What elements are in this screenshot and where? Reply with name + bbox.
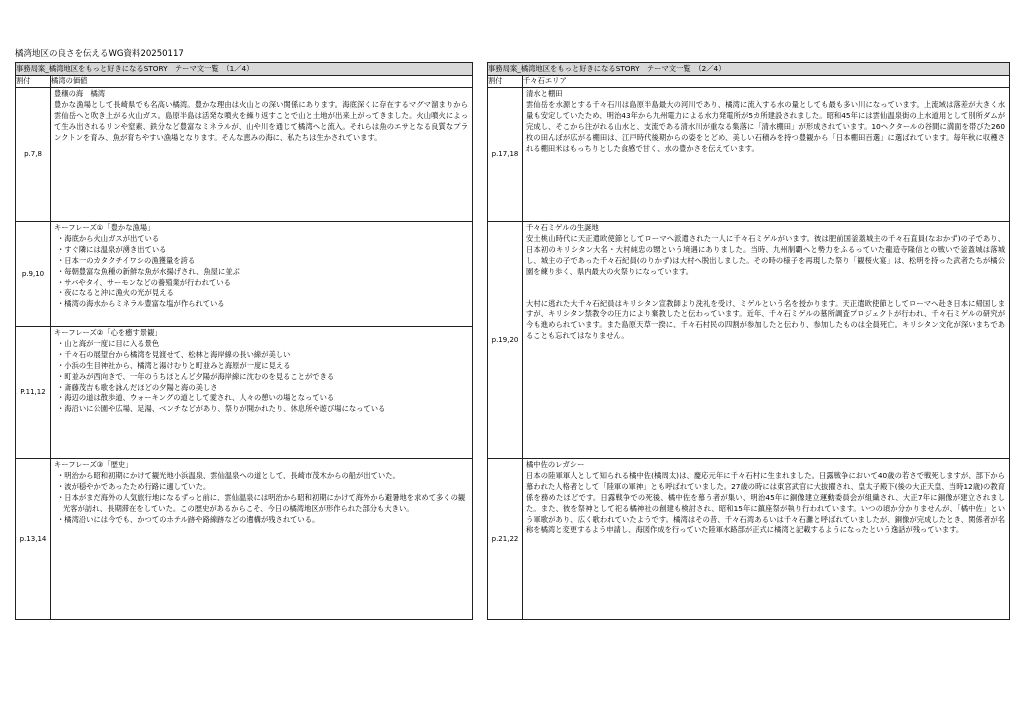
row-title: キーフレーズ①「豊かな漁場」 bbox=[54, 223, 155, 232]
list-item: ・サバやタイ、サーモンなどの養殖業が行われている bbox=[57, 277, 231, 287]
table-row bbox=[16, 88, 473, 222]
page-ref: p.17,18 bbox=[488, 88, 523, 222]
list-item: ・海沿いに公園や広場、足湯、ベンチなどがあり、祭りが開かれたり、休息所や遊び場になっている bbox=[57, 404, 386, 414]
row-paragraph: 安土桃山時代に天正遣欧使節としてローマへ派遣された一人に千々石ミゲルがいます。彼は肥前国釜蓋城主の千々石直員(なおかず)の子であり、日本初のキリシタン大名・大村純忠の甥という境遇にありました。当時、九州制覇へと勢力をふるっていた龍造寺隆信との戦いで釜蓋城は落城し、城主の子であった千々石紀員(のりかず)は大村へ脱出しました。その時の様子を再現した祭り「観桜火宴」は、松明を持った武者たちが橘公園を練り歩く、県内最大の火祭りになっています。 bbox=[526, 233, 1005, 276]
page-column-header: 割付 bbox=[16, 76, 51, 88]
left-table bbox=[15, 62, 473, 620]
list-item: ・斎藤茂吉も歌を詠んだほどの夕陽と海の美しさ bbox=[57, 382, 218, 392]
right-table-title: 事務局案_橘湾地区をもっと好きになるSTORY テーマ文一覧 （2／4） bbox=[488, 63, 1010, 76]
page-ref: p.13,14 bbox=[16, 459, 51, 620]
row-paragraph: 雲仙岳を水源とする千々石川は島原半島最大の河川であり、橘湾に流入する水の量としても最も多い川になっています。上流域は落差が大きく水量も安定していたため、明治43年から九州電力による水力発電所が5カ所建設されました。昭和45年には雲仙温泉街の上水道用として別所ダムが完成し、そこから注がれる山水と、支流である清水川が重なる集落に「清水棚田」が形成されています。10ヘクタールの谷間に満面を帯びた260枚の田んぼが広がる棚田は、江戸時代後期からの姿をとどめ、美しい石積みを持つ豊観から「日本棚田百選」に選ばれています。毎年秋に収穫される棚田米はもっちりとした食感で甘く、水の豊かさを伝えています。 bbox=[526, 99, 1005, 153]
page-ref: P.11,12 bbox=[16, 327, 51, 459]
list-item: ・波が穏やかであったため行路に適していた。 bbox=[57, 481, 211, 491]
page-ref: p.9,10 bbox=[16, 222, 51, 327]
table-row bbox=[488, 88, 1010, 222]
list-item: ・橘湾沿いには今でも、かつてのホテル跡や路線跡などの遺構が残されている。 bbox=[57, 514, 320, 524]
list-item: ・海辺の道は散歩道、ウォーキングの道として愛され、人々の憩いの場となっている bbox=[57, 393, 335, 403]
list-item: ・町並みが西向きで、一年のうちほとんど夕陽が海岸線に沈むのを見ることができる bbox=[57, 371, 335, 381]
list-item: ・日本一のカタクチイワシの漁獲量を誇る bbox=[57, 255, 196, 265]
row-title: 橘中佐のレガシー bbox=[526, 460, 585, 469]
list-item: ・毎朝豊富な魚種の新鮮な魚が水揚げされ、魚屋に並ぶ bbox=[57, 266, 240, 276]
page-ref: p.19,20 bbox=[488, 222, 523, 459]
list-item: ・夜になると沖に漁火の光が見える bbox=[57, 288, 174, 298]
row-title: キーフレーズ②「心を癒す景観」 bbox=[54, 328, 162, 337]
area-column-header: 千々石エリア bbox=[523, 76, 1010, 88]
page-ref: p.7,8 bbox=[16, 88, 51, 222]
row-paragraph-2: 大村に逃れた大千々石紀員はキリシタン宣教師より洗礼を受け、ミゲルという名を授かります。天正遣欧使節としてローマへ赴き日本に帰国しますが、キリシタン禁教令の圧力により棄教したと伝わっています。近年、千々石ミゲルの墓所調査プロジェクトが行われ、千々石ミゲルの研究が今も進められています。また島原天草一揆に、千々石村民の四割が参加したと伝わり、参加したものは全員死亡。キリシタン文化が深いまちであることも忘れてはなりません。 bbox=[526, 298, 1005, 341]
list-item: ・橘湾の海水からミネラル豊富な塩が作られている bbox=[57, 299, 225, 309]
list-item: ・すぐ隣には温泉が湧き出ている bbox=[57, 244, 167, 254]
list-item: ・千々石の展望台から橘湾を見渡せて、松林と海岸線の長い線が美しい bbox=[57, 349, 291, 359]
table-row bbox=[16, 459, 473, 620]
row-title: キーフレーズ③「歴史」 bbox=[54, 460, 133, 469]
table-row bbox=[488, 459, 1010, 620]
left-table-title: 事務局案_橘湾地区をもっと好きになるSTORY テーマ文一覧 （1／4） bbox=[16, 63, 473, 76]
value-column-header: 橘湾の価値 bbox=[51, 76, 473, 88]
list-item: ・山と海が一度に目に入る景色 bbox=[57, 338, 160, 348]
list-item: ・小浜の生目神社から、橘湾と湯けむりと町並みと海原が一度に見える bbox=[57, 360, 291, 370]
page-column-header: 割付 bbox=[488, 76, 523, 88]
list-item: ・日本がまだ海外の人気旅行地になるずっと前に、雲仙温泉には明治から昭和初期にかけて海外から避暑地を求めて多くの観光客が訪れ、長期滞在をしていた。この歴史があるからこそ、今日の橘湾地区が形作られた部分も大きい。 bbox=[57, 492, 466, 513]
document-title: 橘湾地区の良さを伝えるWG資料20250117 bbox=[15, 49, 184, 59]
right-table bbox=[487, 62, 1010, 620]
page-ref: p.21,22 bbox=[488, 459, 523, 620]
row-paragraph: 豊かな漁場として長崎県でも名高い橘湾。豊かな理由は火山との深い関係にあります。海底深くに存在するマグマ溜まりから雲仙岳へと吹き上がる火山ガス。島原半島は活発な噴火を繰り返すことで山と土地が出来上がってきました。火山噴火によって生み出されるリンや窒素、鉄分など豊富なミネラルが、山や川を通じて橘湾へと流入。それらは魚のエサとなる良質なプランクトンを育み、魚が育ちやすい漁場となります。そんな恵みの海に、私たちは生かされています。 bbox=[54, 99, 468, 142]
table-row bbox=[16, 327, 473, 459]
row-title: 千々石ミゲルの生誕地 bbox=[526, 223, 599, 232]
row-title: 豊穣の海 橘湾 bbox=[54, 89, 106, 98]
table-row bbox=[16, 222, 473, 327]
list-item: ・明治から昭和初期にかけて観光地小浜温泉、雲仙温泉への道として、長崎市茂木からの船が出ていた。 bbox=[57, 470, 400, 480]
list-item: ・海底から火山ガスが出ている bbox=[57, 233, 160, 243]
table-row bbox=[488, 222, 1010, 459]
row-title: 清水と棚田 bbox=[526, 89, 563, 98]
row-paragraph: 日本の陸軍軍人として知られる橘中佐(橘周太)は、慶応元年に千々石村に生まれました。日露戦争において40歳の若さで戦死しますが、部下から慕われた人格者として「陸軍の軍神」とも呼ばれていました。27歳の時には東宮武官に大抜擢され、皇太子殿下(後の大正天皇、当時12歳)の教育係を務めたほどです。日露戦争での死後、橘中佐を慕う者が集い、明治45年に銅像建立運動委員会が組織され、大正7年に銅像が建立されました。また、彼を祭神として祀る橘神社の創建も検討され、昭和15年に鎮座祭が執り行われています。いつの頃か分かりませんが、「橘中佐」という軍歌があり、広く歌われていたようです。橘湾はその昔、千々石湾あるいは千々石灘と呼ばれていましたが、銅像が完成したとき、関係者が名称を橘湾と変更するよう申請し、海図作成を行っていた陸軍水路部が正式に橘湾と記載するようになったという逸話が残っています。 bbox=[526, 470, 1005, 535]
